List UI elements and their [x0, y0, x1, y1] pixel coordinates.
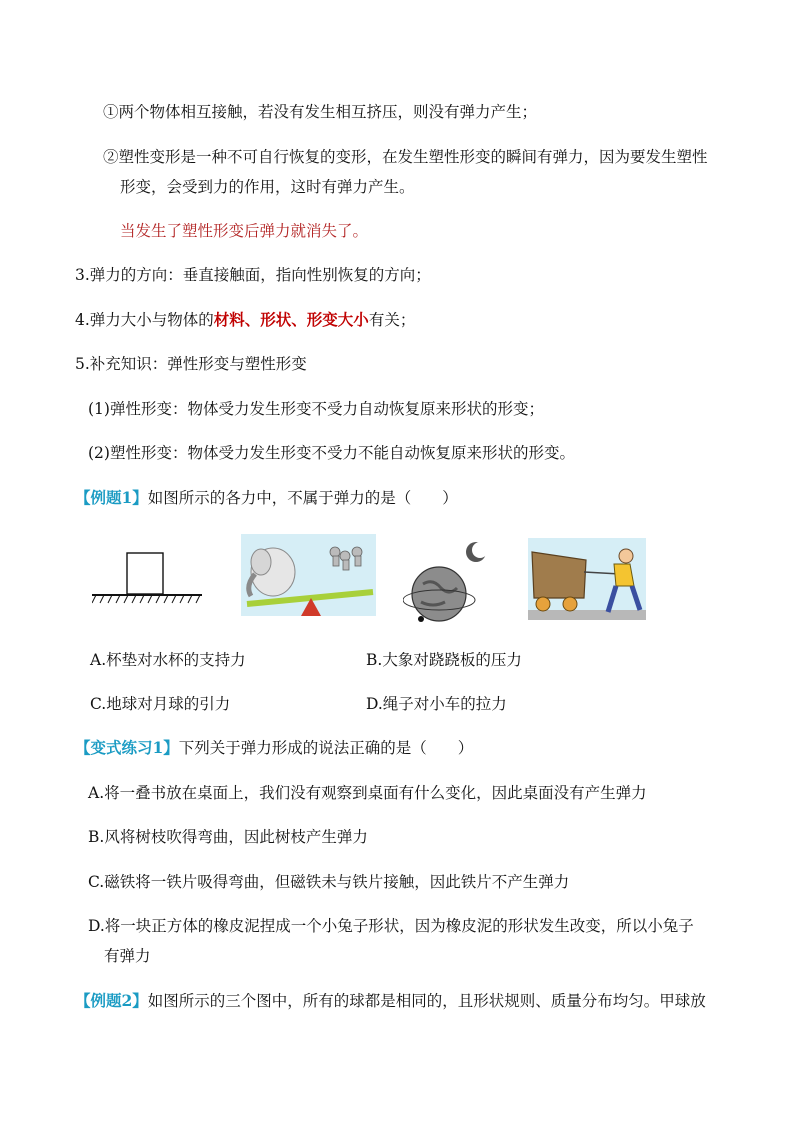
example-2-tag: 【例题2】: [75, 991, 148, 1010]
variant-1-tag: 【变式练习1】: [75, 738, 179, 757]
point-4-emphasis: 材料、形状、形变大小: [213, 310, 369, 329]
example-1-option-d[interactable]: D.绳子对小车的拉力: [366, 695, 507, 713]
earth-moon-figure: [403, 538, 495, 624]
earth-shape: [412, 567, 466, 621]
cup-shape: [127, 553, 163, 594]
variant-1-option-d[interactable]: D.将一块正方体的橡皮泥捏成一个小兔子形状，因为橡皮泥的形状发生改变，所以小兔子: [88, 917, 694, 935]
variant-1-option-a[interactable]: A.将一叠书放在桌面上，我们没有观察到桌面有什么变化，因此桌面没有产生弹力: [88, 784, 647, 802]
cup-on-table-figure: [92, 548, 204, 606]
variant-1: [75, 738, 473, 758]
point-4-pre: 4.弹力大小与物体的: [75, 311, 214, 329]
cart-shape: [532, 552, 586, 598]
plastic-def: (2)塑性形变：物体受力发生形变不受力不能自动恢复原来形状的形变。: [88, 444, 575, 462]
example-1-option-a[interactable]: A.杯垫对水杯的支持力: [90, 651, 246, 669]
point-4-post: 有关；: [368, 311, 416, 329]
elastic-def: (1)弹性形变：物体受力发生形变不受力自动恢复原来形状的形变；: [88, 400, 544, 418]
point-5: 5.补充知识：弹性形变与塑性形变: [75, 355, 307, 373]
variant-1-question: 下列关于弹力形成的说法正确的是（ ）: [178, 739, 474, 757]
note-2-cont: 形变，会受到力的作用，这时有弹力产生。: [120, 178, 415, 196]
example-1-tag: 【例题1】: [75, 488, 148, 507]
example-1-option-c[interactable]: C.地球对月球的引力: [90, 695, 231, 713]
note-2: ②塑性变形是一种不可自行恢复的变形，在发生塑性形变的瞬间有弹力，因为要发生塑性: [103, 148, 708, 166]
boy-pulling-cart-figure: [528, 538, 646, 620]
example-1-option-b[interactable]: B.大象对跷跷板的压力: [366, 651, 522, 669]
point-3: 3.弹力的方向：垂直接触面，指向性别恢复的方向；: [75, 266, 431, 284]
variant-1-option-d-cont: 有弹力: [104, 947, 151, 965]
point-4: [75, 310, 415, 330]
note-1: ①两个物体相互接触，若没有发生相互挤压，则没有弹力产生；: [103, 103, 538, 121]
variant-1-option-c[interactable]: C.磁铁将一铁片吸得弯曲，但磁铁未与铁片接触，因此铁片不产生弹力: [88, 873, 570, 891]
example-1: [75, 488, 458, 508]
example-2-text: 如图所示的三个图中，所有的球都是相同的，且形状规则、质量分布均匀。甲球放: [147, 992, 706, 1010]
example-1-question: 如图所示的各力中，不属于弹力的是（ ）: [147, 489, 458, 507]
note-red: 当发生了塑性形变后弹力就消失了。: [120, 222, 369, 240]
example-2: [75, 991, 706, 1011]
variant-1-option-b[interactable]: B.风将树枝吹得弯曲，因此树枝产生弹力: [88, 828, 368, 846]
elephant-seesaw-figure: [241, 534, 376, 616]
